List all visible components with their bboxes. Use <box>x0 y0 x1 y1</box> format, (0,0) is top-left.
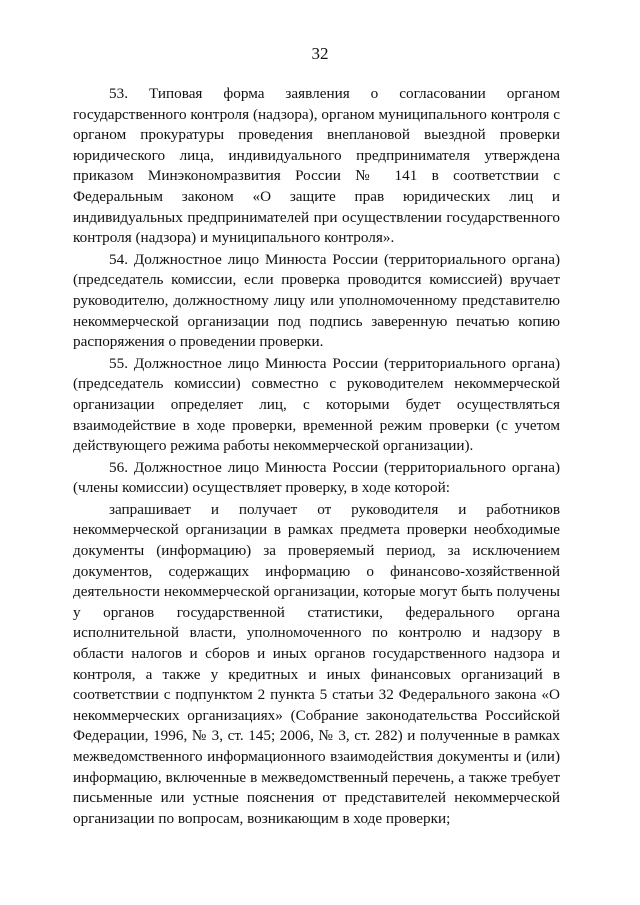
paragraph-53: 53. Типовая форма заявления о согласовании органом государственного контроля (надзора), органом муниципального контроля с органом прокуратуры проведения внеплановой выездной проверки юридического лица, индивидуального предпринимателя утверждена приказом Минэкономразвития России № 141 в соответствии с Федеральным законом «О защите прав юридических лиц и индивидуальных предпринимателей при осуществлении государственного контроля (надзора) и муниципального контроля». <box>73 85 560 247</box>
document-body <box>73 84 560 829</box>
page-number: 32 <box>311 44 329 63</box>
paragraph-56-item-requests: запрашивает и получает от руководителя и работников некоммерческой организации в рамках предмета проверки необходимые документы (информацию) за проверяемый период, за исключением документов, содержащих информацию о финансово-хозяйственной деятельности некоммерческой организации, которые могут быть получены у органов государственной статистики, федерального органа исполнительной власти, уполномоченного по контролю и надзору в области налогов и сборов и иных органов государственного надзора и контроля, а также у кредитных и иных финансовых организаций в соответствии с подпунктом 2 пункта 5 статьи 32 Федерального закона «О некоммерческих организациях» (Собрание законодательства Российской Федерации, 1996, № 3, ст. 145; 2006, № 3, ст. 282) и полученные в рамках межведомственного информационного взаимодействия документы и (или) информацию, включенные в межведомственный перечень, а также требует письменные или устные пояснения от представителей некоммерческой организации по вопросам, возникающим в ходе проверки; <box>73 500 560 827</box>
paragraph-55: 55. Должностное лицо Минюста России (территориального органа) (председатель комиссии) совместно с руководителем некоммерческой организации определяет лиц, с которыми будет осуществляться взаимодействие в ходе проверки, временной режим проверки (с учетом действующего режима работы некоммерческой организации). <box>73 354 560 455</box>
paragraph-56: 56. Должностное лицо Минюста России (территориального органа) (члены комиссии) осуществляет проверку, в ходе которой: <box>73 458 560 497</box>
paragraph-54: 54. Должностное лицо Минюста России (территориального органа) (председатель комиссии, если проверка проводится комиссией) вручает руководителю, должностному лицу или уполномоченному представителю некоммерческой организации под подпись заверенную печатью копию распоряжения о проведении проверки. <box>73 250 560 351</box>
